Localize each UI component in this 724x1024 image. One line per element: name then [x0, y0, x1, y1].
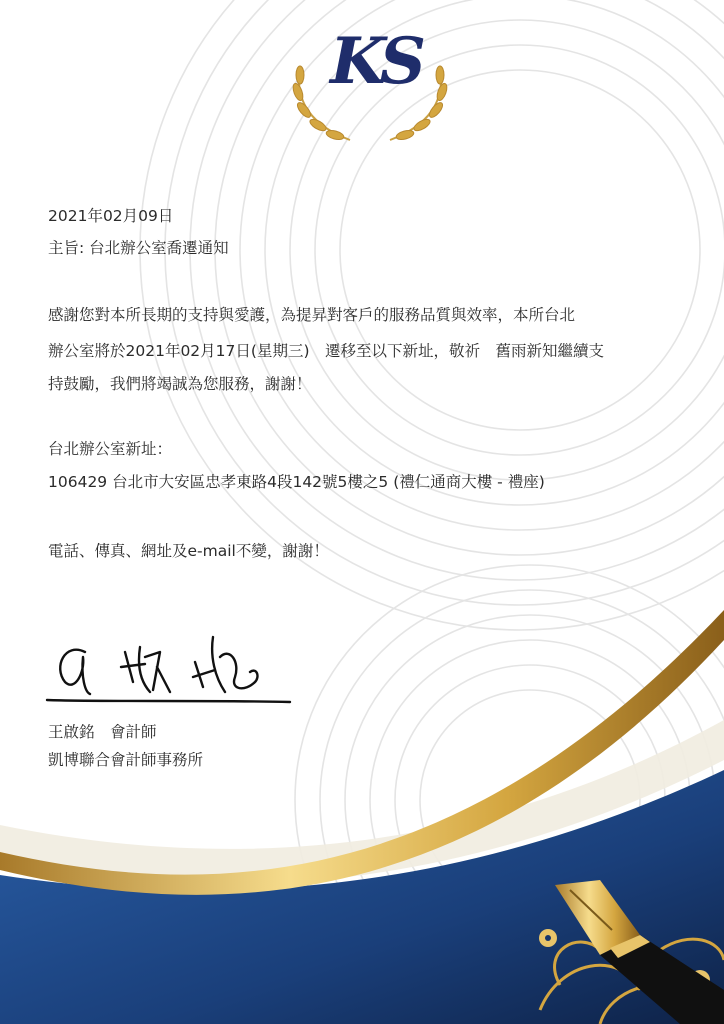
letter-body-line-1: 感謝您對本所長期的支持與愛護，為提昇對客戶的服務品質與效率，本所台北 — [48, 306, 576, 324]
new-address: 106429 台北市大安區忠孝東路4段142號5樓之5 (禮仁通商大樓 - 禮座) — [48, 473, 545, 491]
letter-body-line-2: 辦公室將於2021年02月17日(星期三) 遷移至以下新址，敬祈 舊雨新知繼續支 — [48, 342, 604, 360]
signer-firm: 凱博聯合會計師事務所 — [48, 751, 204, 769]
signer-name: 王啟銘 會計師 — [48, 723, 157, 741]
contact-note: 電話、傳真、網址及e-mail不變，謝謝！ — [48, 542, 329, 560]
handwritten-signature — [45, 622, 295, 707]
logo-monogram: KS — [330, 24, 420, 99]
letter-subject: 主旨: 台北辦公室喬遷通知 — [48, 239, 229, 257]
letter-date: 2021年02月09日 — [48, 207, 174, 225]
letter-body-line-3: 持鼓勵，我們將竭誠為您服務，謝謝！ — [48, 375, 312, 393]
address-label: 台北辦公室新址： — [48, 440, 173, 458]
